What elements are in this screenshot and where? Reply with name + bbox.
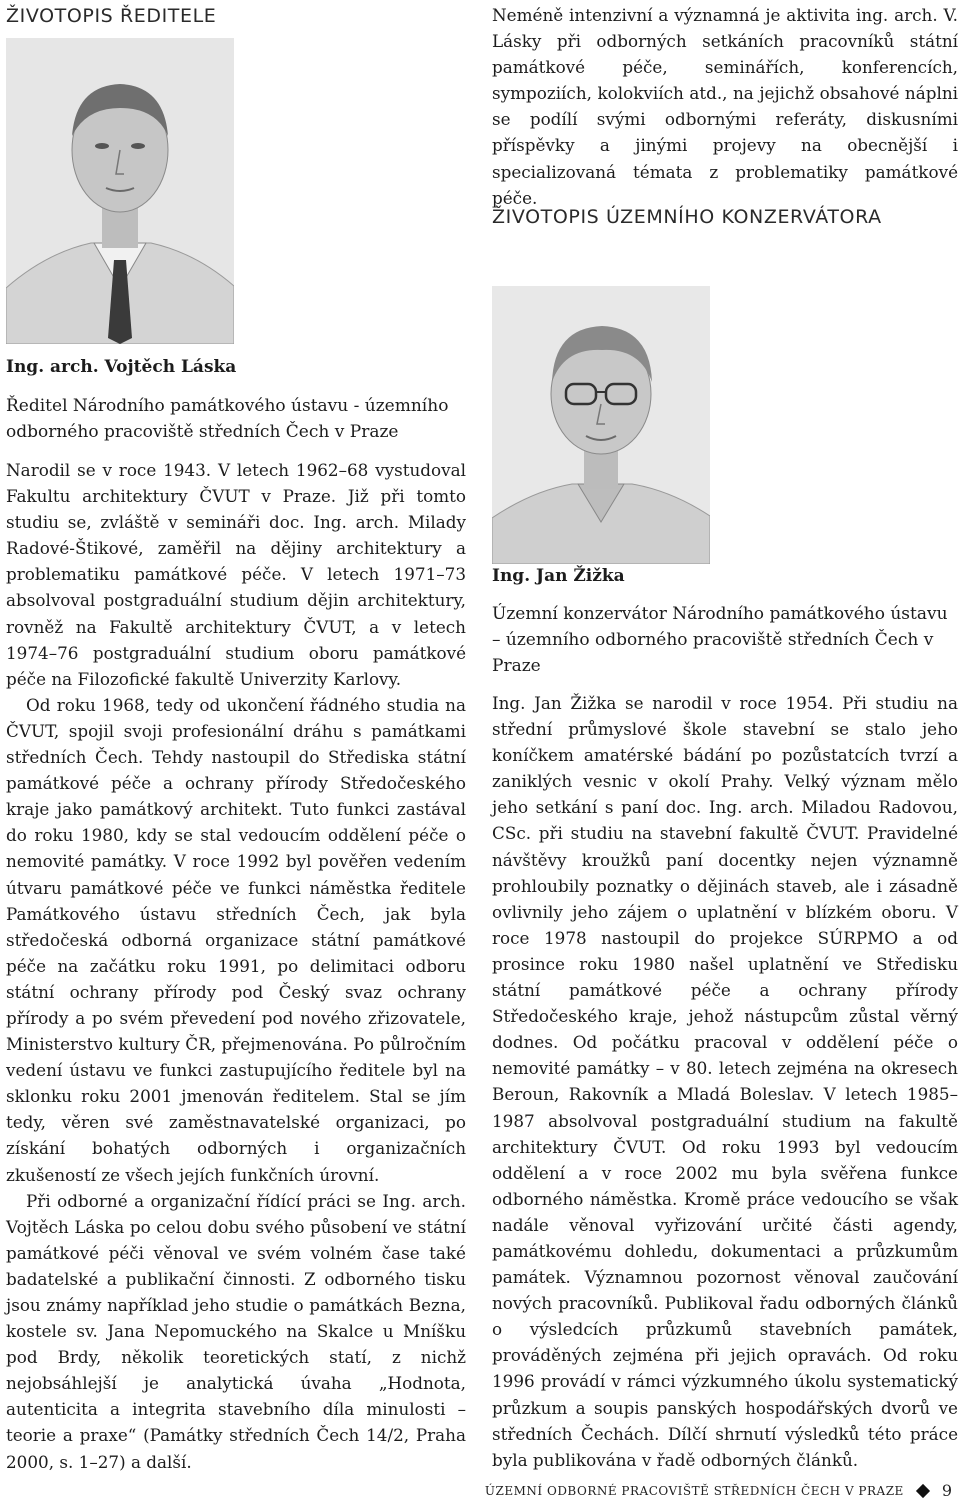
laska-portrait-illustration <box>6 38 234 344</box>
director-bio-paragraph: Narodil se v roce 1943. V letech 1962–68 vystudoval Fakultu architektury ČVUT v Praze. Již při tomto studiu se, zvláště v semináři doc. Ing. arch. Milady Radové-Štikové, zaměřil na dějiny architektury a problematiku památkové péče. V letech 1971–73 absolvoval postgraduální studium dějin architektury, rovněž na Fakultě architektury ČVUT, a v letech 1974–76 postgraduální studium oboru památkové péče na Filozofické fakultě Univerzity Karlovy. <box>6 460 466 689</box>
conservator-role: Územní konzervátor Národního památkového ústavu – územního odborného pracoviště středních Čech v Praze <box>492 604 948 676</box>
conservator-name: Ing. Jan Žižka <box>492 566 625 586</box>
zizka-portrait-illustration <box>492 286 710 564</box>
running-title: ÚZEMNÍ ODBORNÉ PRACOVIŠTĚ STŘEDNÍCH ČECH V PRAZE <box>484 1483 904 1498</box>
director-name: Ing. arch. Vojtěch Láska <box>6 357 237 377</box>
conservator-bio-paragraph: Ing. Jan Žižka se narodil v roce 1954. Při studiu na střední průmyslové škole stavební se stalo jeho koníčkem amatérské bádání po pozůstatcích tvrzí a zaniklých vesnic v okolí Prahy. Velký význam mělo jeho setkání s paní doc. Ing. arch. Miladou Radovou, CSc. při studiu na stavební fakultě ČVUT. Pravidelné návštěvy kroužků paní docentky nejen významně prohloubily poznatky o dějinách staveb, ale i zásadně ovlivnily jeho zájem o uplatnění v blízkém oboru. V roce 1978 nastoupil do projekce SÚRPMO a od prosince roku 1980 našel uplatnění ve Středisku státní památkové péče a ochrany přírody Středočeského kraje, jehož nástupcům zůstal věrný dodnes. Od počátku pracoval v oddělení péče o nemovité památky – v 80. letech zejména na okresech Beroun, Rakovník a Mladá Boleslav. V letech 1985–1987 absolvoval postgraduální studium na fakultě architektury ČVUT. Od roku 1993 byl vedoucím oddělení a v roce 2002 mu byla svěřena funkce odborného náměstka. Kromě práce vedoucího se však nadále věnoval vyřizování určité části agendy, památkovému dohledu, dokumentaci a průzkumům památek. Významnou pozornost věnoval zaučování nových pracovníků. Publikoval řadu odborných článků o výsledcích průzkumů stavebních památek, prováděných zejména při jejich opravách. Od roku 1996 provádí v rámci výzkumného úkolu systematický průzkum a soupis panských hospodářských dvorů ve středních Čechách. Dílčí shrnutí výsledků této práce byla publikována v řadě odborných článků. <box>492 693 958 1470</box>
activity-intro-paragraph: Neméně intenzivní a významná je aktivita ing. arch. V. Lásky při odborných setkáních pracovníků státní památkové péče, seminářích, konferencích, sympoziích, kolokviích atd., na jejichž obsahové náplni se podílí svými odbornými referáty, diskusními příspěvky a jinými projevy na obecnější i specializovaná témata z problematiky památkové péče. <box>492 5 958 208</box>
director-role: Ředitel Národního památkového ústavu - územního odborného pracoviště středních Čech v Praze <box>6 396 449 442</box>
director-bio-paragraph: Při odborné a organizační řídící práci se Ing. arch. Vojtěch Láska po celou dobu svého působení ve státní památkové péči věnoval ve svém volném čase také badatelské a publikační činnosti. Z odborného tisku jsou známy například jeho studie o památkách Bezna, kostele sv. Jana Nepomuckého na Skalce u Mníšku pod Brdy, několik teoretických statí, z nichž nejobsáhlejší je analytická úvaha „Hodnota, autenticita a integrita stavebního díla minulosti – teorie a praxe“ (Památky středních Čech 14/2, Praha 2000, s. 1–27) a další. <box>6 1190 466 1472</box>
director-bio-heading: ŽIVOTOPIS ŘEDITELE <box>6 5 217 27</box>
director-biography <box>6 457 466 1475</box>
page-footer <box>485 1481 952 1500</box>
laska-portrait-photo <box>6 38 234 344</box>
conservator-biography <box>492 690 958 1473</box>
conservator-bio-heading: ŽIVOTOPIS ÚZEMNÍHO KONZERVÁTORA <box>492 206 882 228</box>
page-number: 9 <box>941 1481 952 1500</box>
diamond-ornament-icon <box>916 1483 930 1497</box>
director-bio-paragraph: Od roku 1968, tedy od ukončení řádného studia na ČVUT, spojil svoji profesionální dráhu s památkami středních Čech. Tehdy nastoupil do Střediska státní památkové péče a ochrany přírody Středočeského kraje jako památkový architekt. Tuto funkci zastával do roku 1980, kdy se stal vedoucím oddělení péče o nemovité památky. V roce 1992 byl pověřen vedením útvaru památkové péče ve funkci náměstka ředitele Památkového ústavu středních Čech, jak byla středočeská odborná organizace státní památkové péče na začátku roku 1991, po delimitaci odboru státní ochrany přírody pod Český svaz ochrany přírody a po svém převedení pod nového zřizovatele, Ministerstvo kultury ČR, přejmenována. Po půlročním vedení ústavu ve funkci zastupujícího ředitele byl na sklonku roku 2001 jmenován ředitelem. Stal se jím tedy, věren své zaměstnavatelské organizaci, po získání bohatých odborných i organizačních zkušeností ze všech jejích funkčních úrovní. <box>6 694 466 1185</box>
zizka-portrait-photo <box>492 286 710 564</box>
activity-intro <box>492 2 958 211</box>
